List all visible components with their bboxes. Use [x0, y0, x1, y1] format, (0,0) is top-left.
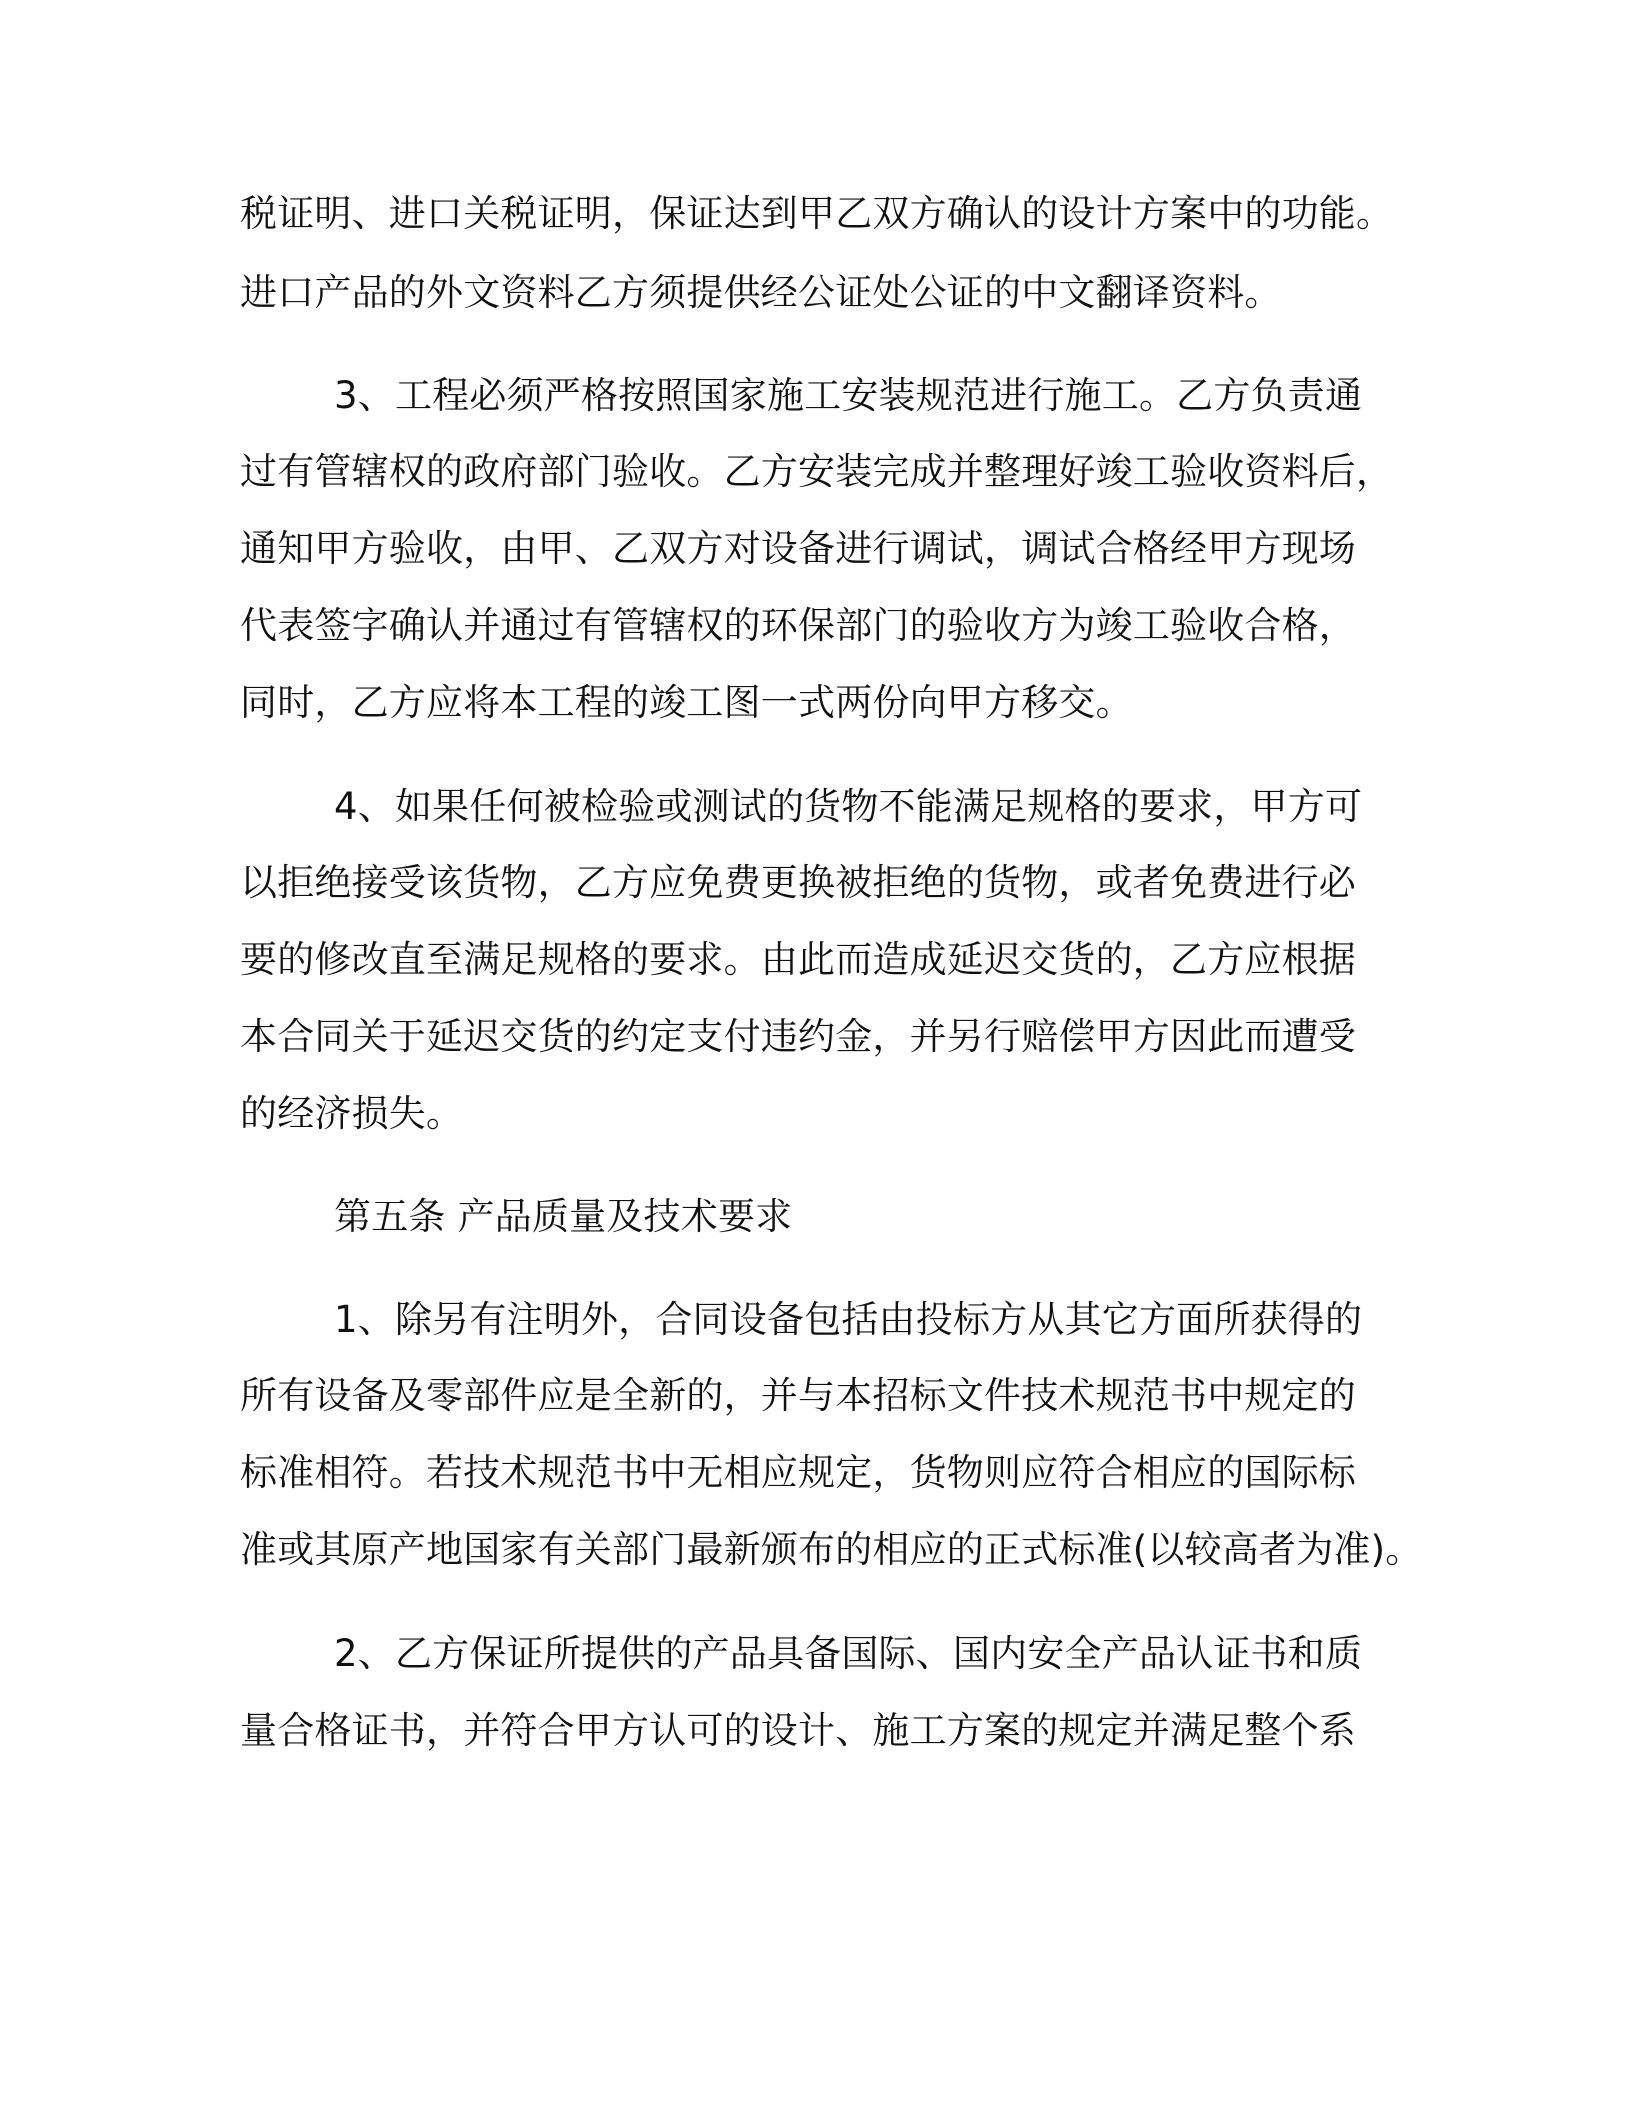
text-line: 过有管辖权的政府部门验收。乙方安装完成并整理好竣工验收资料后，	[240, 450, 1394, 493]
text-line: 4、如果任何被检验或测试的货物不能满足规格的要求，甲方可	[334, 785, 1363, 828]
text-line: 1、除另有注明外，合同设备包括由投标方从其它方面所获得的	[334, 1298, 1363, 1341]
text-line: 所有设备及零部件应是全新的，并与本招标文件技术规范书中规定的	[240, 1374, 1356, 1417]
text-line: 代表签字确认并通过有管辖权的环保部门的验收方为竣工验收合格，	[240, 604, 1356, 647]
text-line: 通知甲方验收，由甲、乙双方对设备进行调试，调试合格经甲方现场	[240, 527, 1356, 570]
text-line: 3、工程必须严格按照国家施工安装规范进行施工。乙方负责通	[334, 374, 1363, 417]
text-line: 标准相符。若技术规范书中无相应规定，货物则应符合相应的国际标	[240, 1451, 1356, 1494]
text-line: 进口产品的外文资料乙方须提供经公证处公证的中文翻译资料。	[240, 271, 1282, 314]
text-line: 量合格证书，并符合甲方认可的设计、施工方案的规定并满足整个系	[240, 1709, 1356, 1752]
text-line: 税证明、进口关税证明，保证达到甲乙双方确认的设计方案中的功能。	[240, 192, 1394, 235]
text-line: 同时，乙方应将本工程的竣工图一式两份向甲方移交。	[240, 681, 1133, 724]
text-line: 2、乙方保证所提供的产品具备国际、国内安全产品认证书和质	[334, 1632, 1363, 1675]
text-line: 要的修改直至满足规格的要求。由此而造成延迟交货的，乙方应根据	[240, 938, 1356, 981]
text-line: 本合同关于延迟交货的约定支付违约金，并另行赔偿甲方因此而遭受	[240, 1015, 1356, 1058]
text-line: 准或其原产地国家有关部门最新颁布的相应的正式标准(以较高者为准)。	[240, 1528, 1423, 1571]
section-heading: 第五条 产品质量及技术要求	[334, 1195, 793, 1238]
text-line: 的经济损失。	[240, 1092, 464, 1135]
text-line: 以拒绝接受该货物，乙方应免费更换被拒绝的货物，或者免费进行必	[240, 861, 1356, 904]
